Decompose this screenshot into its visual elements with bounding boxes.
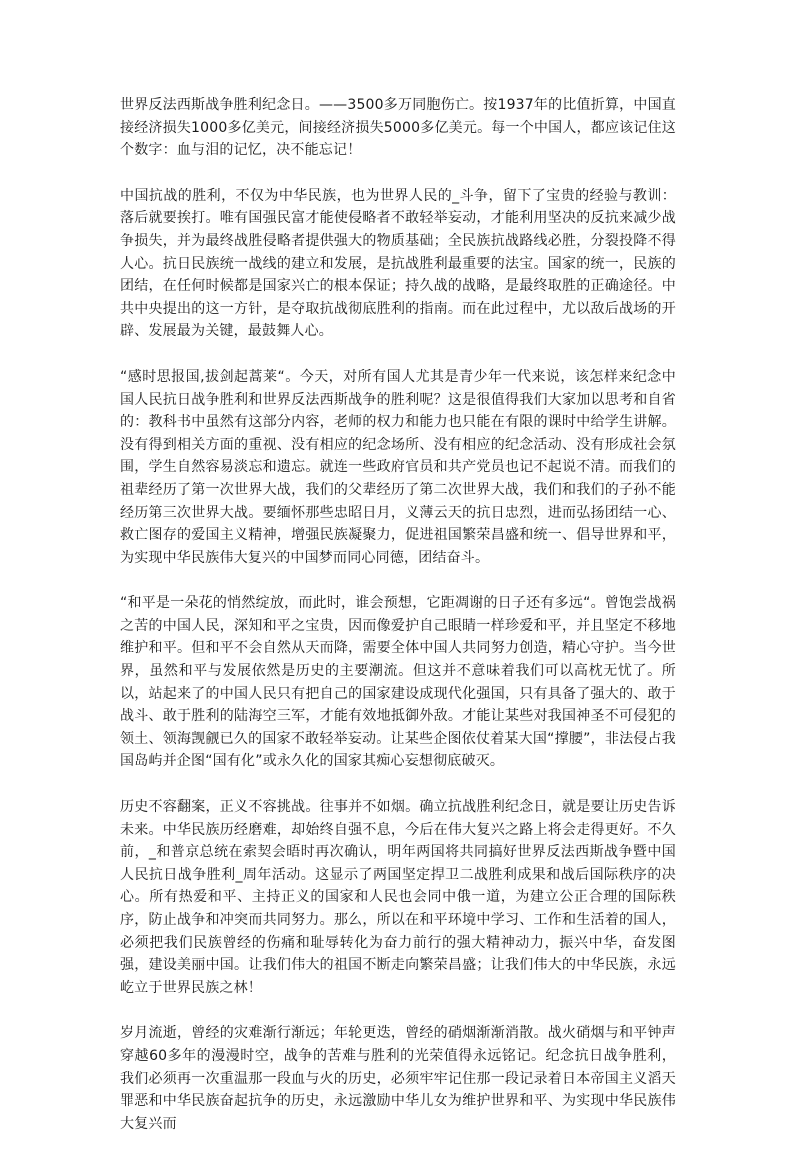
paragraph-5: 历史不容翻案，正义不容挑战。往事并不如烟。确立抗战胜利纪念日，就是要让历史告诉未来。中华民族历经磨难，却始终自强不息，今后在伟大复兴之路上将会走得更好。不久前，_和普京总统在索契会晤时再次确认，明年两国将共同搞好世界反法西斯战争暨中国人民抗日战争胜利_周年活动。这显示了两国坚定捍卫二战胜利成果和战后国际秩序的决心。所有热爱和平、主持正义的国家和人民也会同中俄一道，为建立公正合理的国际秩序，防止战争和冲突而共同努力。那么，所以在和平环境中学习、工作和生活着的国人，必须把我们民族曾经的伤痛和耻辱转化为奋力前行的强大精神动力，振兴中华，奋发图强，建设美丽中国。让我们伟大的祖国不断走向繁荣昌盛；让我们伟大的中华民族，永远屹立于世界民族之林！ — [120, 799, 676, 996]
paragraph-4: “和平是一朵花的悄然绽放，而此时，谁会预想，它距凋谢的日子还有多远“。曾饱尝战祸之苦的中国人民，深知和平之宝贵，因而像爱护自己眼睛一样珍爱和平，并且坚定不移地维护和平。但和平不会自然从天而降，需要全体中国人共同努力创造，精心守护。当今世界，虽然和平与发展依然是历史的主要潮流。但这并不意味着我们可以高枕无忧了。所以，站起来了的中国人民只有把自己的国家建设成现代化强国，只有具备了强大的、敢于战斗、敢于胜利的陆海空三军，才能有效地抵御外敌。才能让某些对我国神圣不可侵犯的领土、领海觊觎已久的国家不敢轻举妄动。让某些企图依仗着某大国“撑腰”，非法侵占我国岛屿并企图“国有化”或永久化的国家其痴心妄想彻底破灭。 — [120, 595, 676, 770]
paragraph-3: “感时思报国,拔剑起蒿莱“。今天，对所有国人尤其是青少年一代来说，该怎样来纪念中国人民抗日战争胜利和世界反法西斯战争的胜利呢？这是很值得我们大家加以思考和自省的：教科书中虽然有这部分内容，老师的权力和能力也只能在有限的课时中给学生讲解。没有得到相关方面的重视、没有相应的纪念场所、没有相应的纪念活动、没有形成社会氛围，学生自然容易淡忘和遗忘。就连一些政府官员和共产党员也记不起说不清。而我们的祖辈经历了第一次世界大战，我们的父辈经历了第二次世界大战，我们和我们的子孙不能经历第三次世界大战。要缅怀那些忠昭日月，义薄云天的抗日忠烈，进而弘扬团结一心、救亡图存的爱国主义精神，增强民族凝聚力，促进祖国繁荣昌盛和统一、倡导世界和平，为实现中华民族伟大复兴的中国梦而同心同德，团结奋斗。 — [120, 368, 676, 566]
document-page — [120, 94, 676, 1158]
paragraph-6: 岁月流逝，曾经的灾难渐行渐远；年轮更迭，曾经的硝烟渐渐消散。战火硝烟与和平钟声穿越60多年的漫漫时空，战争的苦难与胜利的光荣值得永远铭记。纪念抗日战争胜利，我们必须再一次重温那一段血与火的历史，必须牢牢记住那一段记录着日本帝国主义滔天罪恶和中华民族奋起抗争的历史，永远激励中华儿女为维护世界和平、为实现中华民族伟大复兴而 — [120, 1025, 676, 1132]
paragraph-2: 中国抗战的胜利，不仅为中华民族，也为世界人民的_斗争，留下了宝贵的经验与教训：落后就要挨打。唯有国强民富才能使侵略者不敢轻举妄动，才能利用坚决的反抗来减少战争损失，并为最终战胜侵略者提供强大的物质基础；全民族抗战路线必胜，分裂投降不得人心。抗日民族统一战线的建立和发展，是抗战胜利最重要的法宝。国家的统一，民族的团结，在任何时候都是国家兴亡的根本保证；持久战的战略，是最终取胜的正确途径。中共中央提出的这一方针，是夺取抗战彻底胜利的指南。而在此过程中，尤以敌后战场的开辟、发展最为关键，最鼓舞人心。 — [120, 187, 676, 340]
paragraph-1: 世界反法西斯战争胜利纪念日。——3500多万同胞伤亡。按1937年的比值折算，中国直接经济损失1000多亿美元，间接经济损失5000多亿美元。每一个中国人，都应该记住这个数字：血与泪的记忆，决不能忘记！ — [120, 97, 676, 159]
